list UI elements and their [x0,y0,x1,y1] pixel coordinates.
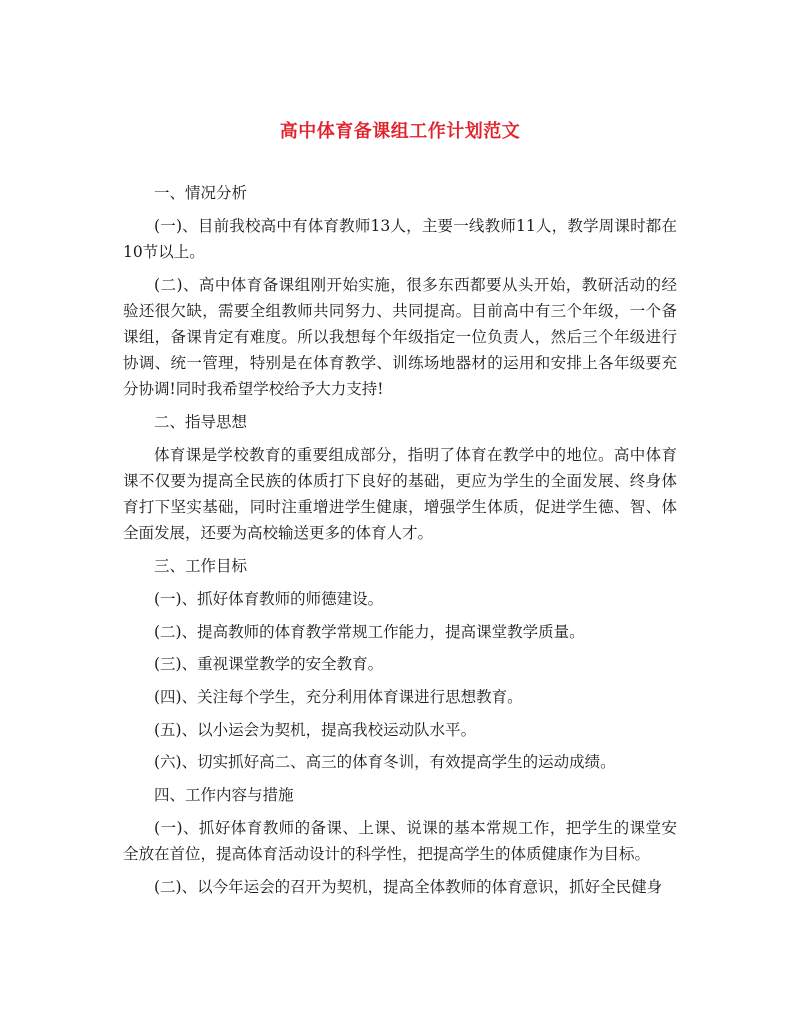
section-heading-measures: 四、工作内容与措施 [154,786,294,805]
document-title: 高中体育备课组工作计划范文 [279,121,521,142]
paragraph: 体育课是学校教育的重要组成部分，指明了体育在教学中的地位。高中体育课不仅要为提高全民族的体质打下良好的基础，更应为学生的全面发展、终身体育打下坚实基础，同时注重增进学生健康，增强学生体质，促进学生德、智、体全面发展，还要为高校输送更多的体育人才。 [123,445,677,543]
section-heading-goals: 三、工作目标 [154,557,248,576]
list-item: (一)、抓好体育教师的师德建设。 [154,589,384,608]
paragraph: (二)、以今年运会的召开为契机，提高全体教师的体育意识，抓好全民健身 [154,877,663,896]
list-item: (二)、提高教师的体育教学常规工作能力，提高课堂教学质量。 [154,622,585,641]
list-item: (六)、切实抓好高二、高三的体育冬训，有效提高学生的运动成绩。 [154,753,616,772]
list-item: (五)、以小运会为契机，提高我校运动队水平。 [154,720,477,739]
section-heading-situation: 一、情况分析 [154,184,248,202]
list-item: (四)、关注每个学生，充分利用体育课进行思想教育。 [154,687,523,706]
document-body [123,180,677,906]
paragraph: (一)、目前我校高中有体育教师13人，主要一线教师11人，教学周课时都在10节以上。 [123,216,677,261]
section-heading-guiding-idea: 二、指导思想 [154,413,248,432]
list-item: (三)、重视课堂教学的安全教育。 [154,655,384,674]
paragraph: (一)、抓好体育教师的备课、上课、说课的基本常规工作，把学生的课堂安全放在首位，提高体育活动设计的科学性，把提高学生的体质健康作为目标。 [123,818,677,863]
paragraph: (二)、高中体育备课组刚开始实施，很多东西都要从头开始，教研活动的经验还很欠缺，需要全组教师共同努力、共同提高。目前高中有三个年级，一个备课组，备课肯定有难度。所以我想每个年级指定一位负责人，然后三个年级进行协调、统一管理，特别是在体育教学、训练场地器材的运用和安排上各年级要充分协调!同时我希望学校给予大力支持! [123,275,677,399]
